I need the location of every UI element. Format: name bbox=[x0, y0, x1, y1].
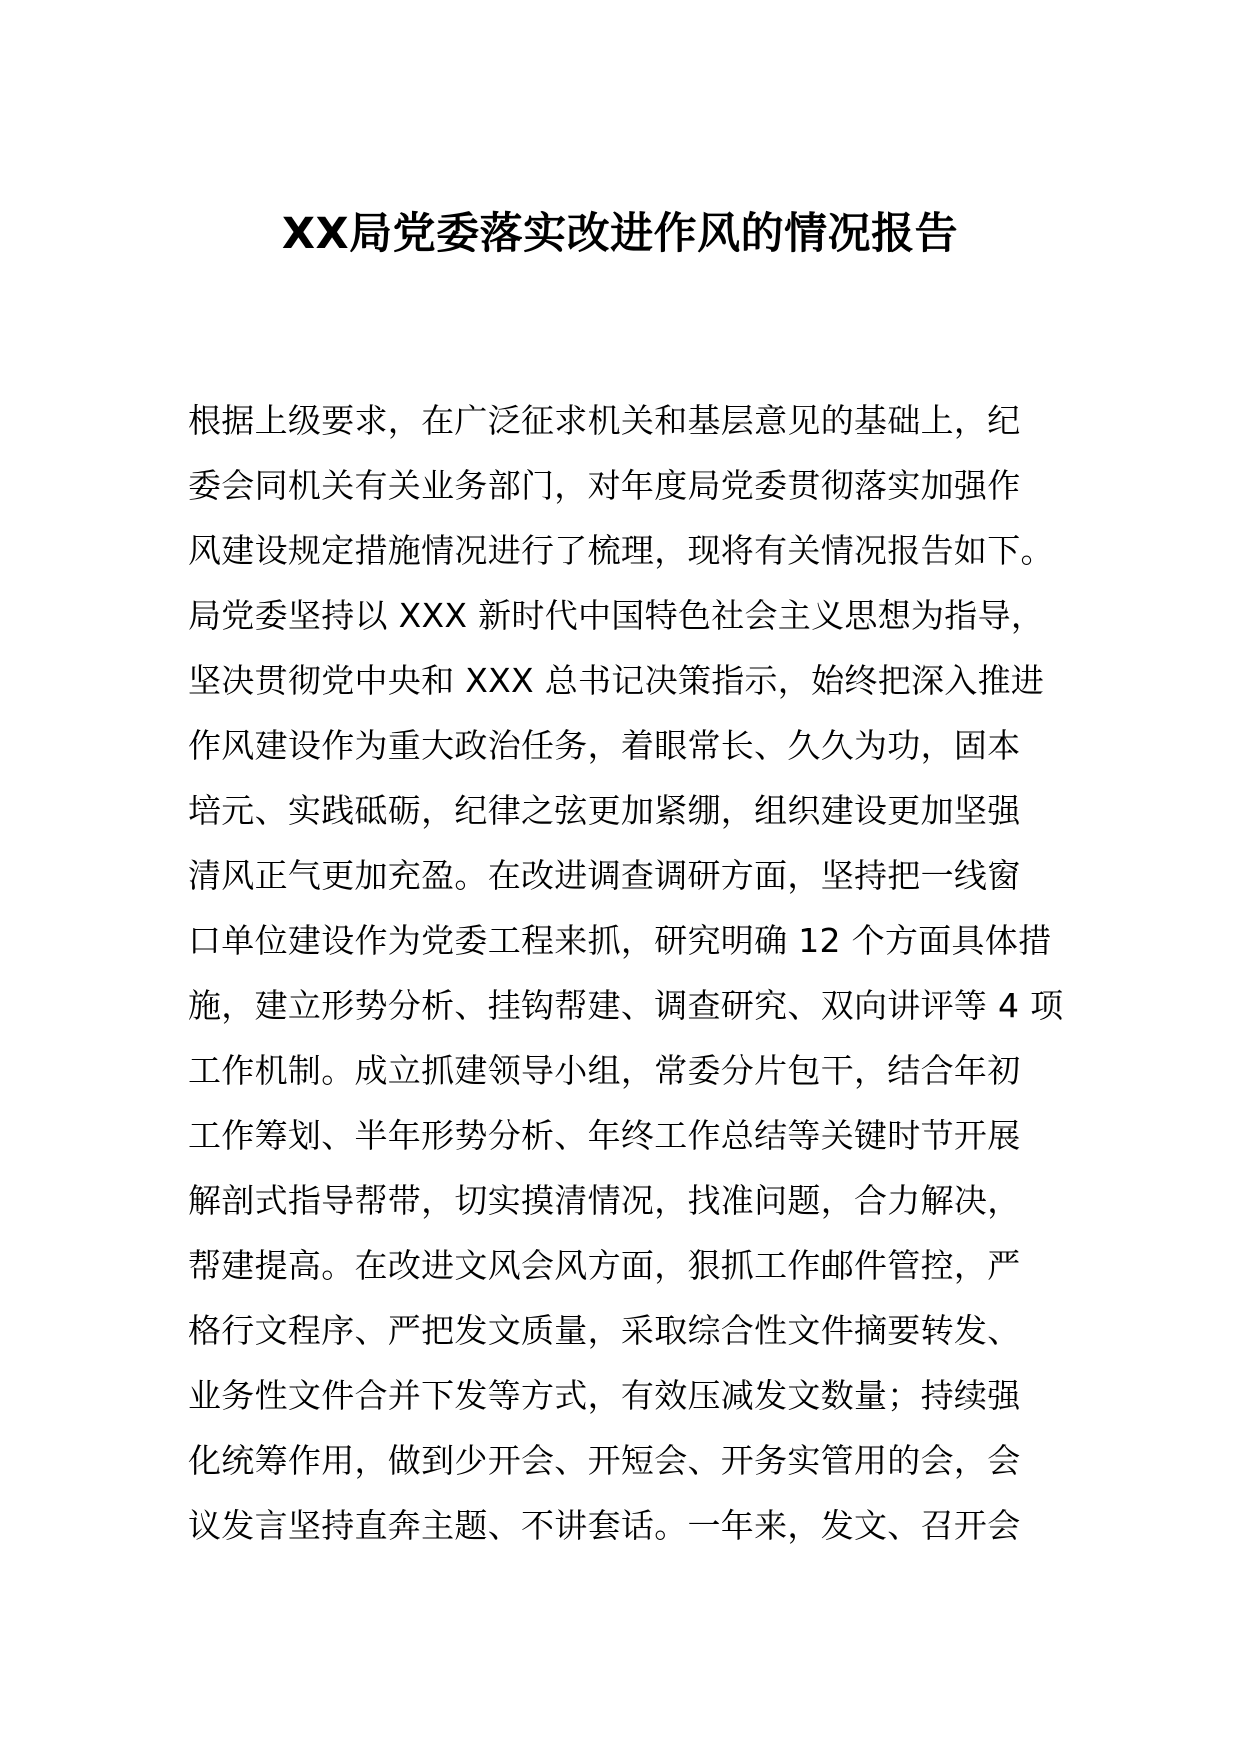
body-line: 议发言坚持直奔主题、不讲套话。一年来，发文、召开会 bbox=[188, 1506, 1021, 1545]
body-line: 根据上级要求，在广泛征求机关和基层意见的基础上，纪 bbox=[188, 401, 1021, 440]
body-line: 清风正气更加充盈。在改进调查调研方面，坚持把一线窗 bbox=[188, 856, 1021, 895]
body-line: 帮建提高。在改进文风会风方面，狠抓工作邮件管控，严 bbox=[188, 1246, 1021, 1285]
body-line: 格行文程序、严把发文质量，采取综合性文件摘要转发、 bbox=[188, 1311, 1021, 1350]
body-line: 坚决贯彻党中央和 XXX 总书记决策指示，始终把深入推进 bbox=[188, 661, 1045, 700]
body-line: 局党委坚持以 XXX 新时代中国特色社会主义思想为指导， bbox=[188, 596, 1045, 635]
body-line: 风建设规定措施情况进行了梳理，现将有关情况报告如下。 bbox=[188, 531, 1054, 570]
body-line: 解剖式指导帮带，切实摸清情况，找准问题，合力解决， bbox=[188, 1181, 1021, 1220]
body-line: 口单位建设作为党委工程来抓，研究明确 12 个方面具体措 bbox=[188, 921, 1052, 960]
body-line: 委会同机关有关业务部门，对年度局党委贯彻落实加强作 bbox=[188, 466, 1021, 505]
body-line: 化统筹作用，做到少开会、开短会、开务实管用的会，会 bbox=[188, 1441, 1021, 1480]
body-line: 作风建设作为重大政治任务，着眼常长、久久为功，固本 bbox=[188, 726, 1021, 765]
body-line: 培元、实践砥砺，纪律之弦更加紧绷，组织建设更加坚强 bbox=[188, 791, 1021, 830]
document-body bbox=[188, 388, 1068, 1558]
body-line: 业务性文件合并下发等方式，有效压减发文数量；持续强 bbox=[188, 1376, 1021, 1415]
body-line: 施，建立形势分析、挂钩帮建、调查研究、双向讲评等 4 项 bbox=[188, 986, 1064, 1025]
body-line: 工作机制。成立抓建领导小组，常委分片包干，结合年初 bbox=[188, 1051, 1021, 1090]
body-line: 工作筹划、半年形势分析、年终工作总结等关键时节开展 bbox=[188, 1116, 1021, 1155]
document-title: XX局党委落实改进作风的情况报告 bbox=[281, 209, 959, 259]
